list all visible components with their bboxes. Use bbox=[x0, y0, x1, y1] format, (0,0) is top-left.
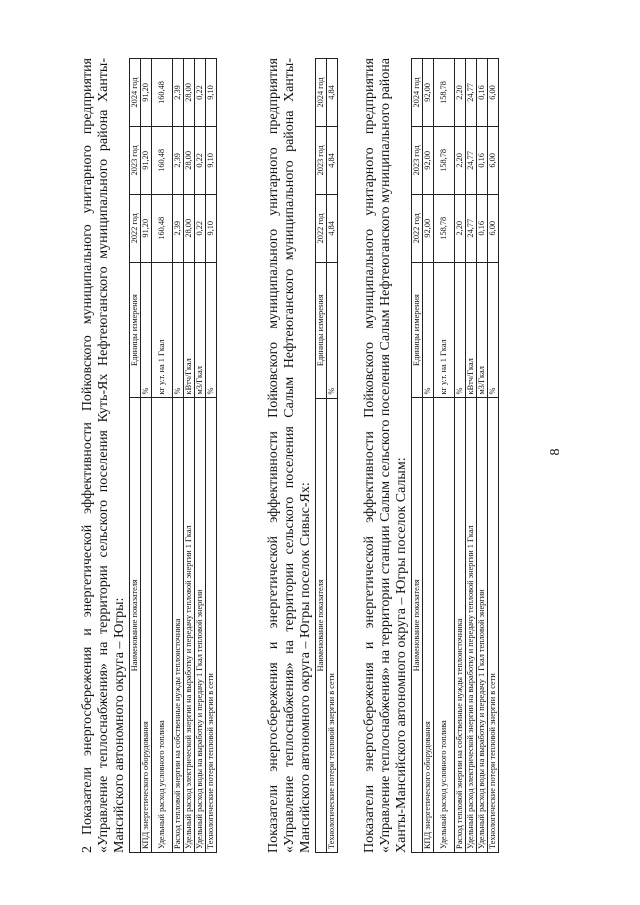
cell-2024: 2,39 bbox=[173, 59, 184, 127]
cell-2022: 28,00 bbox=[184, 194, 195, 262]
cell-2023: 158,78 bbox=[434, 126, 455, 194]
cell-2023: 2,39 bbox=[173, 126, 184, 194]
header-year-2024: 2024 год bbox=[130, 59, 141, 127]
cell-unit: кВтч/Гкал bbox=[184, 262, 195, 398]
header-indicator-name: Наименование показателя bbox=[316, 398, 327, 852]
cell-2022: 158,78 bbox=[434, 194, 455, 262]
cell-2023: 6,00 bbox=[488, 126, 499, 194]
cell-2023: 0,16 bbox=[477, 126, 488, 194]
cell-2022: 2,39 bbox=[173, 194, 184, 262]
cell-2023: 24,77 bbox=[466, 126, 477, 194]
cell-name: Удельный расход воды на выработку и передачу 1 Гкал тепловой энергии bbox=[195, 398, 206, 853]
cell-2022: 160,48 bbox=[152, 194, 173, 262]
cell-2024: 160,48 bbox=[152, 59, 173, 127]
cell-2023: 4,84 bbox=[327, 126, 338, 194]
header-year-2024: 2024 год bbox=[316, 59, 327, 127]
cell-2023: 2,20 bbox=[455, 126, 466, 194]
cell-unit: м3/Гкал bbox=[195, 262, 206, 398]
cell-2024: 4,84 bbox=[327, 59, 338, 127]
cell-2024: 28,00 bbox=[184, 59, 195, 127]
cell-name: Удельный расход воды на выработку и передачу 1 Гкал тепловой энергии bbox=[477, 398, 488, 853]
cell-2024: 2,20 bbox=[455, 59, 466, 127]
table-row bbox=[173, 59, 184, 853]
table-row bbox=[434, 59, 455, 853]
cell-unit: кг у.т. на 1 Гкал bbox=[152, 262, 173, 398]
cell-2023: 9,10 bbox=[206, 126, 217, 194]
header-year-2022: 2022 год bbox=[130, 194, 141, 262]
cell-name: КПД энергетического оборудования bbox=[423, 398, 434, 853]
cell-name: Технологические потери тепловой энергии в сети bbox=[327, 398, 338, 852]
table-row bbox=[195, 59, 206, 853]
cell-2024: 0,16 bbox=[477, 59, 488, 127]
table-header-row bbox=[316, 59, 327, 853]
cell-name: Расход тепловой энергии на собственные нужды теплоисточника bbox=[455, 398, 466, 853]
table-row bbox=[423, 59, 434, 853]
cell-unit: % bbox=[488, 262, 499, 398]
cell-name: Технологические потери тепловой энергии в сети bbox=[206, 398, 217, 853]
header-year-2022: 2022 год bbox=[316, 194, 327, 262]
cell-2024: 158,78 bbox=[434, 59, 455, 127]
indicators-table bbox=[411, 58, 499, 853]
cell-2023: 91,20 bbox=[141, 126, 152, 194]
section-kut-yakh bbox=[80, 53, 217, 853]
table-row bbox=[455, 59, 466, 853]
cell-unit: % bbox=[206, 262, 217, 398]
table-row bbox=[488, 59, 499, 853]
header-unit: Единицы измерения bbox=[412, 262, 423, 398]
table-row bbox=[184, 59, 195, 853]
cell-name: Удельный расход электрической энергии на выработку и передачу тепловой энергии 1 Гкал bbox=[466, 398, 477, 853]
cell-2022: 0,22 bbox=[195, 194, 206, 262]
cell-2024: 9,10 bbox=[206, 59, 217, 127]
table-header-row bbox=[130, 59, 141, 853]
indicators-table bbox=[315, 58, 338, 853]
cell-2024: 92,00 bbox=[423, 59, 434, 127]
page-number: 8 bbox=[548, 448, 563, 456]
cell-2022: 6,00 bbox=[488, 194, 499, 262]
cell-name: Удельный расход условного топлива bbox=[152, 398, 173, 853]
section-sivys-yakh bbox=[266, 53, 338, 853]
header-year-2023: 2023 год bbox=[412, 126, 423, 194]
table-row bbox=[152, 59, 173, 853]
table-row bbox=[141, 59, 152, 853]
header-indicator-name: Наименование показателя bbox=[412, 398, 423, 853]
cell-2022: 0,16 bbox=[477, 194, 488, 262]
rotated-page-content bbox=[80, 53, 565, 853]
section-title: 2 Показатели энергосбережения и энергетической эффективности Пойковского муниципального унитарного предприятия «Управление теплоснабжения» на территории сельского поселения Куть-Ях Нефтеюганского муниципального района Ханты-Мансийского автономного округа – Югры: bbox=[80, 58, 127, 853]
section-salym bbox=[362, 53, 499, 853]
cell-name: Удельный расход условного топлива bbox=[434, 398, 455, 853]
header-year-2023: 2023 год bbox=[130, 126, 141, 194]
cell-unit: кВтч/Гкал bbox=[466, 262, 477, 398]
cell-unit: % bbox=[141, 262, 152, 398]
cell-unit: % bbox=[455, 262, 466, 398]
cell-2023: 28,00 bbox=[184, 126, 195, 194]
table-row bbox=[477, 59, 488, 853]
cell-2023: 92,00 bbox=[423, 126, 434, 194]
indicators-table bbox=[129, 58, 217, 853]
cell-unit: % bbox=[423, 262, 434, 398]
cell-name: КПД энергетического оборудования bbox=[141, 398, 152, 853]
header-unit: Единицы измерения bbox=[316, 262, 327, 398]
header-year-2024: 2024 год bbox=[412, 59, 423, 127]
cell-2024: 24,77 bbox=[466, 59, 477, 127]
cell-2022: 91,20 bbox=[141, 194, 152, 262]
cell-2023: 160,48 bbox=[152, 126, 173, 194]
cell-2022: 92,00 bbox=[423, 194, 434, 262]
cell-2022: 9,10 bbox=[206, 194, 217, 262]
header-year-2023: 2023 год bbox=[316, 126, 327, 194]
cell-name: Удельный расход электрической энергии на выработку и передачу тепловой энергии 1 Гкал bbox=[184, 398, 195, 853]
header-unit: Единицы измерения bbox=[130, 262, 141, 398]
cell-2022: 4,84 bbox=[327, 194, 338, 262]
cell-2024: 6,00 bbox=[488, 59, 499, 127]
cell-name: Технологические потери тепловой энергии в сети bbox=[488, 398, 499, 853]
cell-2024: 91,20 bbox=[141, 59, 152, 127]
header-indicator-name: Наименование показателя bbox=[130, 398, 141, 853]
cell-unit: кг у.т. на 1 Гкал bbox=[434, 262, 455, 398]
cell-2023: 0,22 bbox=[195, 126, 206, 194]
cell-name: Расход тепловой энергии на собственные нужды теплоисточника bbox=[173, 398, 184, 853]
header-year-2022: 2022 год bbox=[412, 194, 423, 262]
section-title: Показатели энергосбережения и энергетической эффективности Пойковского муниципального унитарного предприятия «Управление теплоснабжения» на территории сельского поселения Салым Нефтеюганского муниципального района Ханты-Мансийского автономного округа – Югры поселок Сивыс-Ях: bbox=[266, 58, 313, 853]
cell-unit: % bbox=[327, 262, 338, 398]
table-row bbox=[466, 59, 477, 853]
table-header-row bbox=[412, 59, 423, 853]
table-row bbox=[206, 59, 217, 853]
cell-unit: м3/Гкал bbox=[477, 262, 488, 398]
cell-2022: 24,77 bbox=[466, 194, 477, 262]
cell-2024: 0,22 bbox=[195, 59, 206, 127]
cell-2022: 2,20 bbox=[455, 194, 466, 262]
cell-unit: % bbox=[173, 262, 184, 398]
section-title: Показатели энергосбережения и энергетической эффективности Пойковского муниципального унитарного предприятия «Управление теплоснабжения» на территории станции Салым сельского поселения Салым Нефтеюганского муниципального района Ханты-Мансийского автономного округа – Югры поселок Салым: bbox=[362, 58, 409, 853]
table-row bbox=[327, 59, 338, 853]
